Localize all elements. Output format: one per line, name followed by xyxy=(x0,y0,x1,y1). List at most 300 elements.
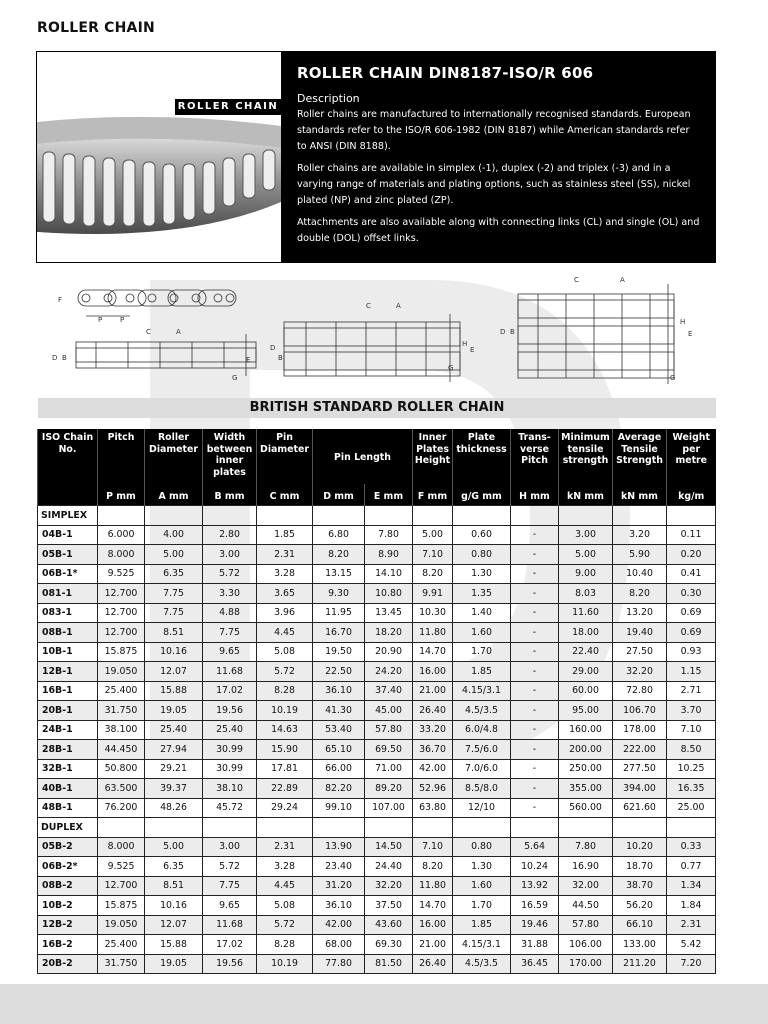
table-cell: 1.70 xyxy=(453,896,511,916)
chain-number-cell: 05B-2 xyxy=(38,837,98,857)
chain-number-cell: 08B-2 xyxy=(38,876,98,896)
chain-number-cell: 08B-1 xyxy=(38,623,98,643)
chain-number-cell: 28B-1 xyxy=(38,740,98,760)
diagram-label: A xyxy=(176,328,181,336)
table-cell: 4.45 xyxy=(257,876,313,896)
column-header: Roller Diameter xyxy=(145,429,203,484)
table-cell: 69.30 xyxy=(365,935,413,955)
empty-cell xyxy=(511,506,559,526)
table-cell: 5.00 xyxy=(559,545,613,565)
table-cell: 4.15/3.1 xyxy=(453,935,511,955)
table-cell: 14.70 xyxy=(413,896,453,916)
table-cell: 13.90 xyxy=(313,837,365,857)
empty-cell xyxy=(98,506,145,526)
unit-header: P mm xyxy=(98,484,145,506)
table-cell: 57.80 xyxy=(559,915,613,935)
chain-number-cell: 12B-2 xyxy=(38,915,98,935)
table-cell: 10.16 xyxy=(145,642,203,662)
table-cell: 25.40 xyxy=(203,720,257,740)
table-cell: 0.11 xyxy=(667,525,716,545)
chain-number-cell: 10B-1 xyxy=(38,642,98,662)
column-header: Pin Diameter xyxy=(257,429,313,484)
table-row xyxy=(38,642,716,662)
table-cell: 0.77 xyxy=(667,857,716,877)
table-cell: 15.875 xyxy=(98,896,145,916)
table-cell: 66.10 xyxy=(613,915,667,935)
table-cell: 9.30 xyxy=(313,584,365,604)
table-row xyxy=(38,935,716,955)
table-cell: 16.35 xyxy=(667,779,716,799)
table-cell: 52.96 xyxy=(413,779,453,799)
unit-header xyxy=(38,484,98,506)
table-cell: 0.69 xyxy=(667,603,716,623)
table-cell: - xyxy=(511,662,559,682)
table-cell: 8.20 xyxy=(413,564,453,584)
table-cell: 1.30 xyxy=(453,857,511,877)
table-cell: 14.50 xyxy=(365,837,413,857)
table-cell: 2.31 xyxy=(257,545,313,565)
table-cell: 13.15 xyxy=(313,564,365,584)
table-cell: 1.30 xyxy=(453,564,511,584)
empty-cell xyxy=(203,818,257,838)
table-cell: 5.72 xyxy=(257,915,313,935)
table-cell: 3.28 xyxy=(257,857,313,877)
table-body xyxy=(38,506,716,974)
table-cell: 8.5/8.0 xyxy=(453,779,511,799)
table-cell: 15.88 xyxy=(145,935,203,955)
table-cell: 53.40 xyxy=(313,720,365,740)
unit-header: B mm xyxy=(203,484,257,506)
table-cell: 5.64 xyxy=(511,837,559,857)
table-cell: 3.70 xyxy=(667,701,716,721)
table-cell: 29.24 xyxy=(257,798,313,818)
table-cell: 31.750 xyxy=(98,701,145,721)
table-cell: 23.40 xyxy=(313,857,365,877)
table-cell: 29.00 xyxy=(559,662,613,682)
unit-header: g/G mm xyxy=(453,484,511,506)
column-header: ISO Chain No. xyxy=(38,429,98,484)
table-cell: 36.10 xyxy=(313,896,365,916)
empty-cell xyxy=(559,818,613,838)
footer-bar xyxy=(0,984,768,1024)
table-cell: 37.50 xyxy=(365,896,413,916)
table-row xyxy=(38,876,716,896)
table-cell: 32.20 xyxy=(613,662,667,682)
table-cell: 82.20 xyxy=(313,779,365,799)
table-cell: 10.25 xyxy=(667,759,716,779)
table-row xyxy=(38,584,716,604)
table-cell: 37.40 xyxy=(365,681,413,701)
table-cell: 9.65 xyxy=(203,642,257,662)
table-cell: 25.400 xyxy=(98,935,145,955)
column-header: Plate thickness xyxy=(453,429,511,484)
table-cell: 19.56 xyxy=(203,701,257,721)
table-cell: 1.85 xyxy=(453,662,511,682)
table-cell: 19.56 xyxy=(203,954,257,974)
column-header: Pin Length xyxy=(313,429,413,484)
table-cell: 5.72 xyxy=(203,564,257,584)
table-cell: 39.37 xyxy=(145,779,203,799)
page-title: ROLLER CHAIN xyxy=(37,20,155,36)
table-cell: 5.72 xyxy=(257,662,313,682)
table-cell: 394.00 xyxy=(613,779,667,799)
empty-cell xyxy=(453,506,511,526)
empty-cell xyxy=(365,818,413,838)
chain-side-view-diagram xyxy=(78,290,236,316)
table-cell: 36.10 xyxy=(313,681,365,701)
table-cell: 10.16 xyxy=(145,896,203,916)
table-cell: 45.72 xyxy=(203,798,257,818)
table-cell: 1.34 xyxy=(667,876,716,896)
column-header: Inner Plates Height xyxy=(413,429,453,484)
table-cell: - xyxy=(511,642,559,662)
table-cell: 5.90 xyxy=(613,545,667,565)
table-cell: 3.00 xyxy=(203,545,257,565)
table-row xyxy=(38,798,716,818)
table-row xyxy=(38,857,716,877)
table-cell: 1.15 xyxy=(667,662,716,682)
column-header: Weight per metre xyxy=(667,429,716,484)
table-cell: 7.20 xyxy=(667,954,716,974)
column-header: Pitch xyxy=(98,429,145,484)
diagram-label: H xyxy=(462,340,468,348)
diagram-label: D xyxy=(500,328,506,336)
table-row xyxy=(38,545,716,565)
diagram-label: D xyxy=(270,344,276,352)
table-cell: 66.00 xyxy=(313,759,365,779)
description-panel xyxy=(281,52,715,262)
table-cell: 3.96 xyxy=(257,603,313,623)
table-cell: 30.99 xyxy=(203,740,257,760)
table-cell: 19.05 xyxy=(145,701,203,721)
table-cell: 0.69 xyxy=(667,623,716,643)
table-cell: 5.00 xyxy=(145,545,203,565)
unit-header: kN mm xyxy=(559,484,613,506)
table-cell: 60.00 xyxy=(559,681,613,701)
diagram-label: G xyxy=(670,374,676,382)
table-cell: 10.80 xyxy=(365,584,413,604)
empty-cell xyxy=(203,506,257,526)
table-cell: 11.95 xyxy=(313,603,365,623)
diagram-label: P xyxy=(120,316,125,324)
table-cell: 3.30 xyxy=(203,584,257,604)
table-cell: 170.00 xyxy=(559,954,613,974)
table-cell: 5.08 xyxy=(257,642,313,662)
table-row xyxy=(38,623,716,643)
table-cell: 13.45 xyxy=(365,603,413,623)
table-cell: 355.00 xyxy=(559,779,613,799)
column-header: Minimum tensile strength xyxy=(559,429,613,484)
table-cell: 211.20 xyxy=(613,954,667,974)
table-cell: 1.70 xyxy=(453,642,511,662)
unit-header: kg/m xyxy=(667,484,716,506)
table-cell: 41.30 xyxy=(313,701,365,721)
table-cell: 10.30 xyxy=(413,603,453,623)
table-cell: 250.00 xyxy=(559,759,613,779)
empty-cell xyxy=(559,506,613,526)
table-cell: 17.81 xyxy=(257,759,313,779)
table-cell: 0.80 xyxy=(453,837,511,857)
diagram-label: A xyxy=(396,302,401,310)
table-cell: 8.90 xyxy=(365,545,413,565)
table-cell: 63.500 xyxy=(98,779,145,799)
table-cell: 12.700 xyxy=(98,876,145,896)
table-header-row xyxy=(38,429,716,484)
table-cell: 38.100 xyxy=(98,720,145,740)
diagram-label: E xyxy=(470,346,475,354)
table-cell: - xyxy=(511,701,559,721)
table-cell: 68.00 xyxy=(313,935,365,955)
chain-number-cell: 24B-1 xyxy=(38,720,98,740)
column-header: Trans-verse Pitch xyxy=(511,429,559,484)
table-cell: 7.75 xyxy=(203,876,257,896)
table-cell: 8.28 xyxy=(257,935,313,955)
table-cell: - xyxy=(511,779,559,799)
chain-number-cell: 06B-2* xyxy=(38,857,98,877)
table-cell: - xyxy=(511,740,559,760)
table-cell: - xyxy=(511,759,559,779)
table-cell: 10.20 xyxy=(613,837,667,857)
table-cell: 15.88 xyxy=(145,681,203,701)
diagram-label: G xyxy=(232,374,238,382)
empty-cell xyxy=(511,818,559,838)
table-cell: 22.40 xyxy=(559,642,613,662)
empty-cell xyxy=(365,506,413,526)
table-cell: 65.10 xyxy=(313,740,365,760)
diagram-label: C xyxy=(146,328,151,336)
table-cell: 19.40 xyxy=(613,623,667,643)
table-cell: 7.75 xyxy=(203,623,257,643)
table-row xyxy=(38,564,716,584)
chain-number-cell: 12B-1 xyxy=(38,662,98,682)
table-cell: 1.60 xyxy=(453,876,511,896)
table-cell: - xyxy=(511,798,559,818)
table-cell: - xyxy=(511,603,559,623)
table-cell: 95.00 xyxy=(559,701,613,721)
simplex-chain-diagram xyxy=(76,334,256,376)
table-cell: 71.00 xyxy=(365,759,413,779)
table-cell: 8.03 xyxy=(559,584,613,604)
table-cell: 7.10 xyxy=(667,720,716,740)
hero-banner xyxy=(36,51,716,263)
table-cell: 7.5/6.0 xyxy=(453,740,511,760)
table-cell: 69.50 xyxy=(365,740,413,760)
table-cell: 13.92 xyxy=(511,876,559,896)
table-cell: 32.00 xyxy=(559,876,613,896)
table-cell: 3.28 xyxy=(257,564,313,584)
table-cell: 36.70 xyxy=(413,740,453,760)
table-row xyxy=(38,662,716,682)
table-cell: 12.700 xyxy=(98,603,145,623)
table-cell: 16.00 xyxy=(413,662,453,682)
table-cell: 9.91 xyxy=(413,584,453,604)
table-cell: 43.60 xyxy=(365,915,413,935)
table-cell: 11.68 xyxy=(203,915,257,935)
table-cell: 10.24 xyxy=(511,857,559,877)
table-cell: 5.00 xyxy=(145,837,203,857)
triplex-chain-diagram xyxy=(518,284,674,384)
table-cell: 17.02 xyxy=(203,935,257,955)
table-cell: 26.40 xyxy=(413,701,453,721)
table-cell: 1.85 xyxy=(257,525,313,545)
unit-header: H mm xyxy=(511,484,559,506)
chain-photo xyxy=(37,52,281,262)
group-label: DUPLEX xyxy=(38,818,98,838)
table-row xyxy=(38,954,716,974)
table-cell: 12.700 xyxy=(98,584,145,604)
table-row xyxy=(38,525,716,545)
table-cell: 0.93 xyxy=(667,642,716,662)
table-cell: 6.80 xyxy=(313,525,365,545)
chain-number-cell: 05B-1 xyxy=(38,545,98,565)
table-cell: 8.51 xyxy=(145,876,203,896)
table-cell: 4.88 xyxy=(203,603,257,623)
table-cell: 36.45 xyxy=(511,954,559,974)
table-cell: 7.75 xyxy=(145,584,203,604)
table-cell: 16.90 xyxy=(559,857,613,877)
column-header: Average Tensile Strength xyxy=(613,429,667,484)
chain-number-cell: 16B-2 xyxy=(38,935,98,955)
table-cell: 44.450 xyxy=(98,740,145,760)
table-cell: 7.80 xyxy=(365,525,413,545)
description-paragraph: Roller chains are available in simplex (-1), duplex (-2) and triplex (-3) and in a varying range of materials and plating options, such as stainless steel (SS), nickel plated (NP) and zinc plated (ZP). xyxy=(297,163,691,206)
table-cell: 57.80 xyxy=(365,720,413,740)
table-cell: 277.50 xyxy=(613,759,667,779)
table-cell: 7.75 xyxy=(145,603,203,623)
diagram-label: E xyxy=(688,330,693,338)
table-row xyxy=(38,603,716,623)
table-cell: 133.00 xyxy=(613,935,667,955)
table-cell: 14.70 xyxy=(413,642,453,662)
table-cell: 27.94 xyxy=(145,740,203,760)
empty-cell xyxy=(613,506,667,526)
table-cell: - xyxy=(511,564,559,584)
table-cell: 9.00 xyxy=(559,564,613,584)
duplex-chain-diagram xyxy=(284,314,460,382)
table-cell: 31.20 xyxy=(313,876,365,896)
description-paragraph: Roller chains are manufactured to internationally recognised standards. European standards refer to the ISO/R 606-1982 (DIN 8187) while American standards refer to ANSI (DIN 8188). xyxy=(297,109,691,152)
table-cell: 19.05 xyxy=(145,954,203,974)
empty-cell xyxy=(613,818,667,838)
table-cell: 0.80 xyxy=(453,545,511,565)
table-cell: 31.750 xyxy=(98,954,145,974)
table-cell: - xyxy=(511,584,559,604)
table-cell: 222.00 xyxy=(613,740,667,760)
empty-cell xyxy=(667,506,716,526)
table-cell: 16.70 xyxy=(313,623,365,643)
table-cell: 5.08 xyxy=(257,896,313,916)
unit-header: kN mm xyxy=(613,484,667,506)
table-cell: 24.40 xyxy=(365,857,413,877)
empty-cell xyxy=(145,506,203,526)
empty-cell xyxy=(257,506,313,526)
hero-tag: ROLLER CHAIN xyxy=(175,99,281,115)
chain-number-cell: 083-1 xyxy=(38,603,98,623)
chain-number-cell: 081-1 xyxy=(38,584,98,604)
table-cell: - xyxy=(511,545,559,565)
diagram-label: P xyxy=(98,316,103,324)
table-cell: 26.40 xyxy=(413,954,453,974)
table-cell: 45.00 xyxy=(365,701,413,721)
table-cell: 42.00 xyxy=(313,915,365,935)
table-row xyxy=(38,759,716,779)
table-cell: 3.20 xyxy=(613,525,667,545)
unit-header: D mm xyxy=(313,484,365,506)
chain-number-cell: 48B-1 xyxy=(38,798,98,818)
table-cell: 25.40 xyxy=(145,720,203,740)
table-cell: 18.70 xyxy=(613,857,667,877)
table-cell: 8.20 xyxy=(313,545,365,565)
table-cell: 11.80 xyxy=(413,876,453,896)
table-cell: 1.84 xyxy=(667,896,716,916)
table-cell: 7.10 xyxy=(413,837,453,857)
diagram-label: F xyxy=(58,296,63,304)
table-cell: 4.00 xyxy=(145,525,203,545)
table-cell: 160.00 xyxy=(559,720,613,740)
table-cell: 44.50 xyxy=(559,896,613,916)
table-cell: 6.35 xyxy=(145,564,203,584)
table-cell: 15.875 xyxy=(98,642,145,662)
table-cell: 16.00 xyxy=(413,915,453,935)
table-cell: 18.20 xyxy=(365,623,413,643)
table-cell: 9.525 xyxy=(98,564,145,584)
table-cell: 12/10 xyxy=(453,798,511,818)
empty-cell xyxy=(413,818,453,838)
diagram-label: H xyxy=(680,318,686,326)
diagram-label: B xyxy=(62,354,67,362)
table-row xyxy=(38,915,716,935)
table-cell: 1.60 xyxy=(453,623,511,643)
table-cell: 3.00 xyxy=(559,525,613,545)
table-cell: 8.20 xyxy=(613,584,667,604)
table-cell: 8.20 xyxy=(413,857,453,877)
table-row xyxy=(38,740,716,760)
empty-cell xyxy=(453,818,511,838)
description-paragraph: Attachments are also available along with connecting links (CL) and single (OL) and double (DOL) offset links. xyxy=(297,217,700,244)
chain-number-cell: 20B-1 xyxy=(38,701,98,721)
empty-cell xyxy=(313,818,365,838)
table-cell: 2.31 xyxy=(667,915,716,935)
table-cell: 5.72 xyxy=(203,857,257,877)
hero-heading: ROLLER CHAIN DIN8187-ISO/R 606 xyxy=(297,64,594,82)
table-cell: 621.60 xyxy=(613,798,667,818)
table-cell: 8.28 xyxy=(257,681,313,701)
table-cell: 2.31 xyxy=(257,837,313,857)
table-cell: 48.26 xyxy=(145,798,203,818)
table-cell: 8.51 xyxy=(145,623,203,643)
table-cell: 24.20 xyxy=(365,662,413,682)
table-row xyxy=(38,779,716,799)
table-row xyxy=(38,701,716,721)
chain-diagrams xyxy=(36,270,716,390)
table-cell: 6.35 xyxy=(145,857,203,877)
chain-number-cell: 40B-1 xyxy=(38,779,98,799)
group-label: SIMPLEX xyxy=(38,506,98,526)
table-cell: 81.50 xyxy=(365,954,413,974)
table-cell: 2.80 xyxy=(203,525,257,545)
table-cell: 72.80 xyxy=(613,681,667,701)
unit-header: C mm xyxy=(257,484,313,506)
table-cell: 99.10 xyxy=(313,798,365,818)
table-cell: 16.59 xyxy=(511,896,559,916)
unit-header: A mm xyxy=(145,484,203,506)
column-header: Width between inner plates xyxy=(203,429,257,484)
table-cell: 32.20 xyxy=(365,876,413,896)
table-cell: 0.41 xyxy=(667,564,716,584)
table-cell: 38.70 xyxy=(613,876,667,896)
table-cell: 19.050 xyxy=(98,915,145,935)
diagram-label: G xyxy=(448,364,454,372)
